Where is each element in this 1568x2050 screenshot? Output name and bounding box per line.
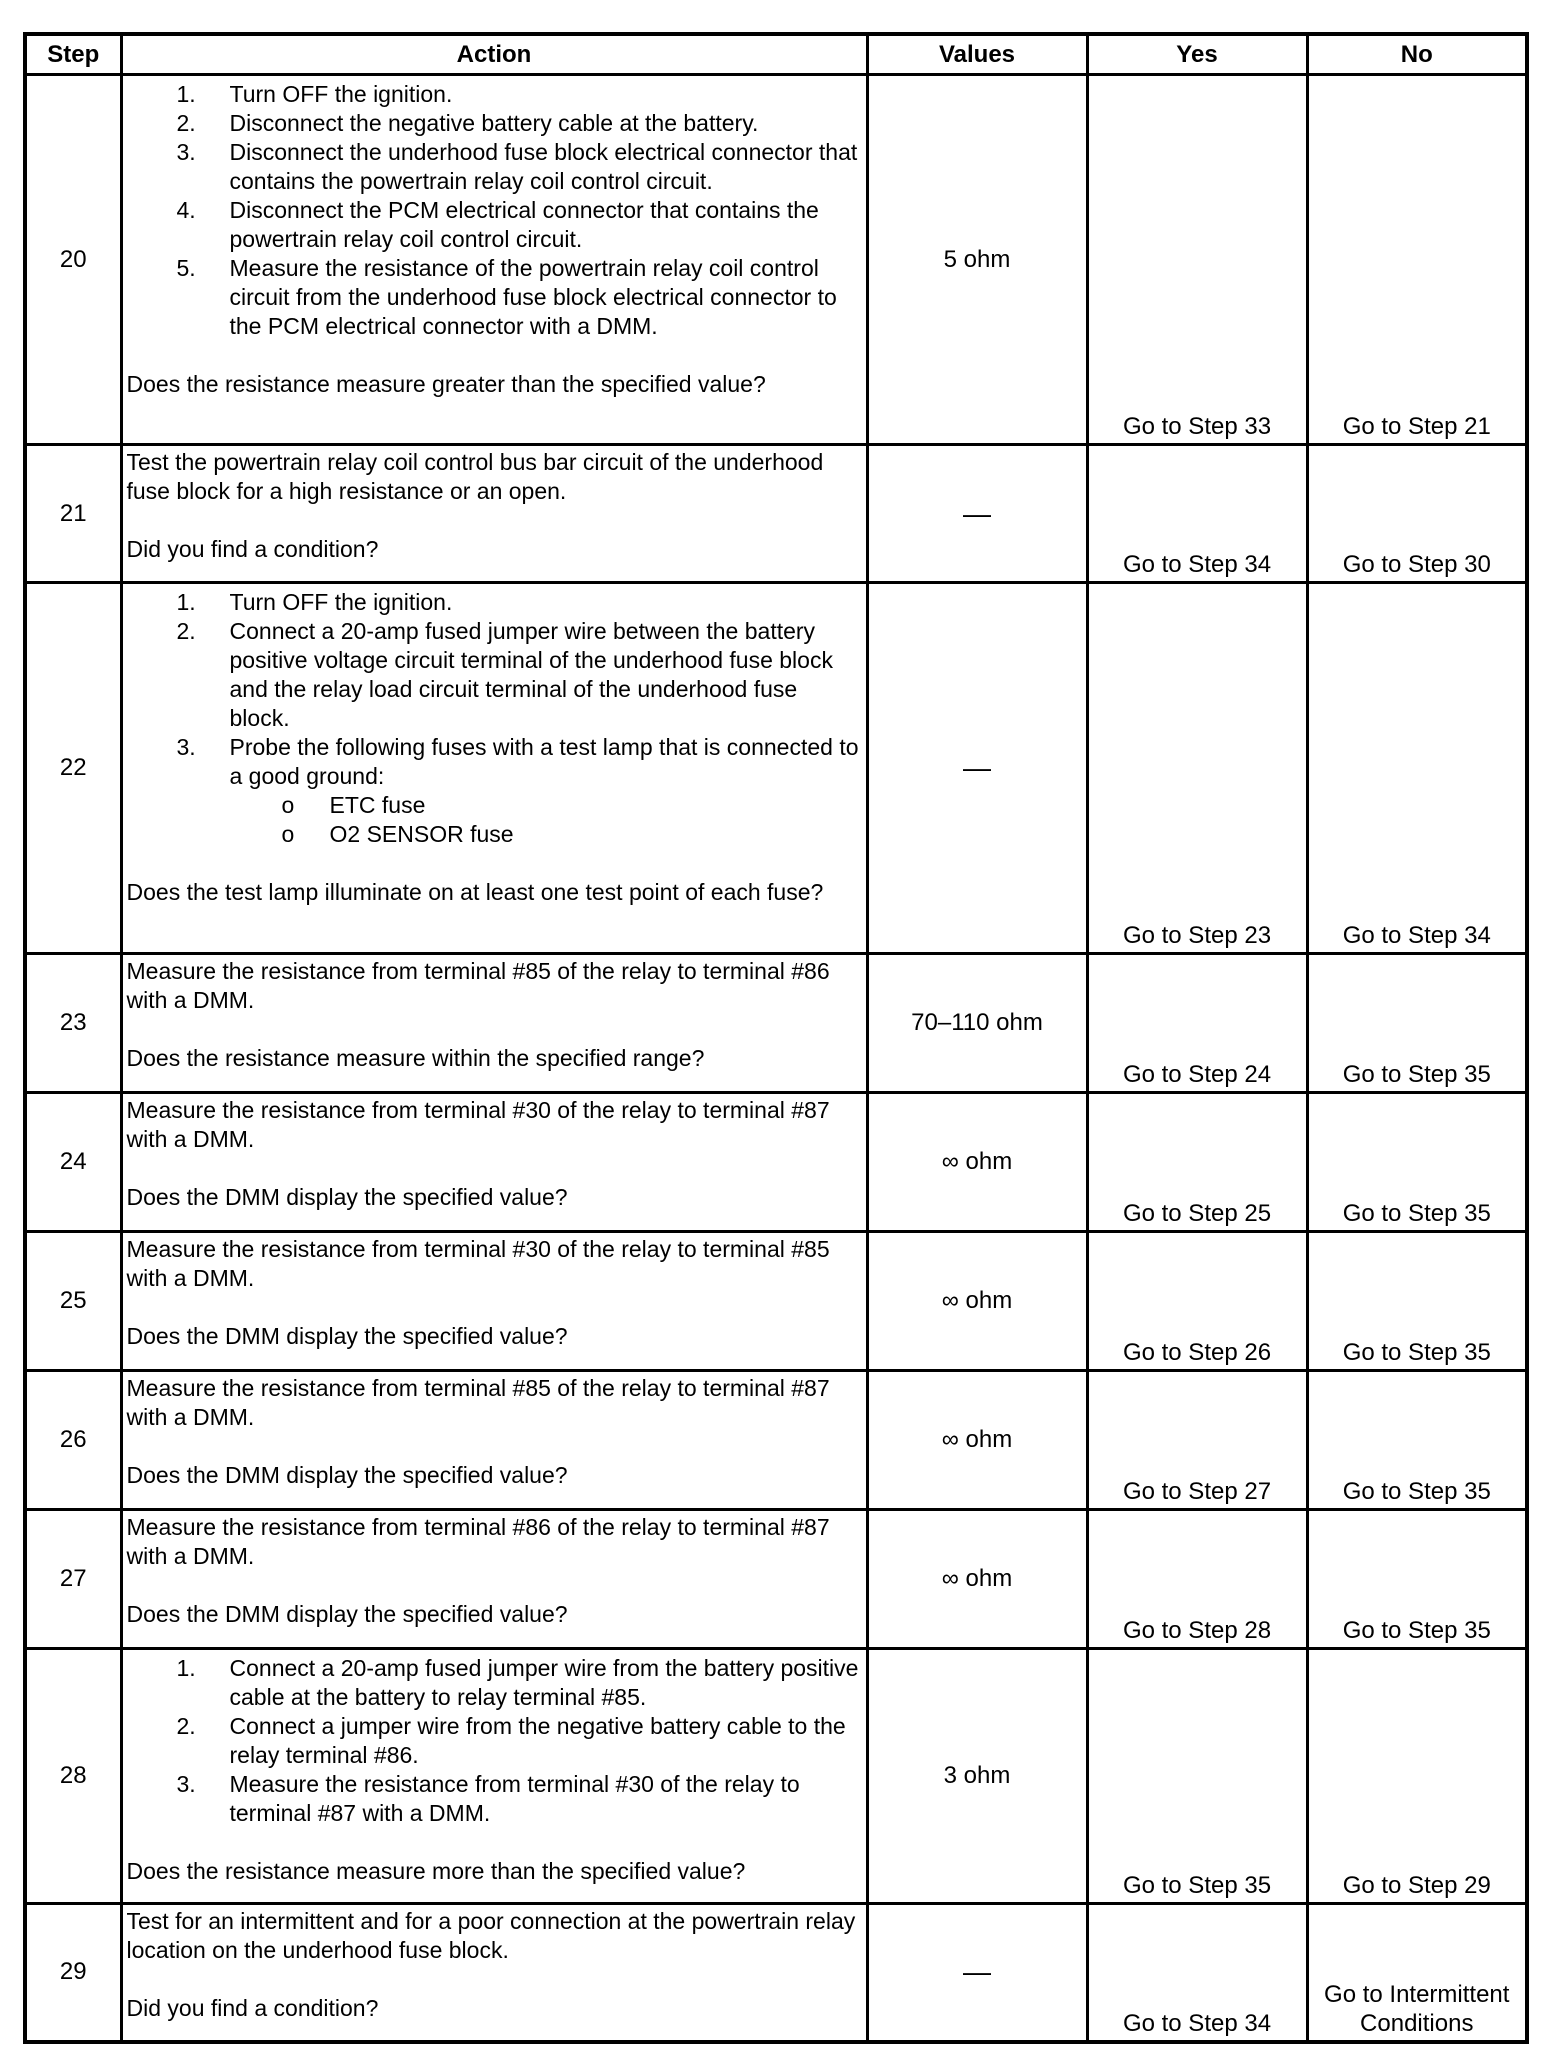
action-steps [127, 588, 862, 849]
spec-value: ∞ ohm [867, 1232, 1087, 1371]
diagnostic-table [23, 32, 1529, 2044]
action-text: Measure the resistance from terminal #85 of the relay to terminal #86 with a DMM. [126, 958, 830, 1013]
yes-result: Go to Step 35 [1087, 1649, 1307, 1904]
action-question: Does the resistance measure within the specified range? [126, 1045, 705, 1071]
step-number: 29 [25, 1904, 121, 2042]
no-result: Go to Step 35 [1307, 1093, 1527, 1232]
action-step: Measure the resistance from terminal #30 of the relay to terminal #87 with a DMM. [229, 1771, 800, 1826]
no-result: Go to Step 29 [1307, 1649, 1527, 1904]
spec-value: 3 ohm [867, 1649, 1087, 1904]
no-result: Go to Step 30 [1307, 445, 1527, 583]
action-step: Measure the resistance of the powertrain relay coil control circuit from the underhood fuse block electrical connector to the PCM electrical connector with a DMM. [229, 255, 837, 339]
step-number: 25 [25, 1232, 121, 1371]
spec-value: ∞ ohm [867, 1093, 1087, 1232]
action-cell [121, 1649, 867, 1904]
yes-result: Go to Step 34 [1087, 445, 1307, 583]
no-result: Go to Step 34 [1307, 583, 1527, 954]
table-row [25, 1371, 1527, 1510]
action-steps [127, 80, 862, 341]
action-step: Connect a 20-amp fused jumper wire between the battery positive voltage circuit terminal of the underhood fuse block and the relay load circuit terminal of the underhood fuse block. [229, 618, 833, 731]
fuse-item: o O2 SENSOR fuse [330, 820, 862, 849]
action-cell [121, 1093, 867, 1232]
action-question: Does the resistance measure more than the specified value? [126, 1858, 746, 1884]
action-text: Test for an intermittent and for a poor connection at the powertrain relay location on the underhood fuse block. [126, 1908, 856, 1963]
no-result: Go to Intermittent Conditions [1307, 1904, 1527, 2042]
action-step: Disconnect the underhood fuse block electrical connector that contains the powertrain relay coil control circuit. [229, 139, 858, 194]
action-step: Connect a jumper wire from the negative battery cable to the relay terminal #86. [229, 1713, 846, 1768]
step-number: 22 [25, 583, 121, 954]
header-step: Step [25, 34, 121, 75]
no-result: Go to Step 21 [1307, 75, 1527, 445]
action-question: Did you find a condition? [126, 1995, 379, 2021]
action-cell [121, 445, 867, 583]
step-number: 23 [25, 954, 121, 1093]
step-number: 28 [25, 1649, 121, 1904]
action-cell [121, 1904, 867, 2042]
step-number: 27 [25, 1510, 121, 1649]
yes-result: Go to Step 26 [1087, 1232, 1307, 1371]
action-cell [121, 954, 867, 1093]
yes-result: Go to Step 34 [1087, 1904, 1307, 2042]
no-result: Go to Step 35 [1307, 1510, 1527, 1649]
header-action: Action [121, 34, 867, 75]
table-row [25, 1904, 1527, 2042]
header-yes: Yes [1087, 34, 1307, 75]
action-text: Measure the resistance from terminal #30 of the relay to terminal #87 with a DMM. [126, 1097, 830, 1152]
header-values: Values [867, 34, 1087, 75]
action-cell [121, 1232, 867, 1371]
action-step: Connect a 20-amp fused jumper wire from the battery positive cable at the battery to relay terminal #85. [229, 1655, 859, 1710]
action-text: Measure the resistance from terminal #85 of the relay to terminal #87 with a DMM. [126, 1375, 830, 1430]
no-result: Go to Step 35 [1307, 1232, 1527, 1371]
action-question: Did you find a condition? [126, 536, 379, 562]
action-text: Measure the resistance from terminal #86 of the relay to terminal #87 with a DMM. [126, 1514, 830, 1569]
action-cell [121, 1371, 867, 1510]
action-question: Does the DMM display the specified value? [126, 1601, 568, 1627]
action-question: Does the DMM display the specified value? [126, 1184, 568, 1210]
action-step-text: Probe the following fuses with a test lamp that is connected to a good ground: [229, 734, 859, 789]
action-step: Disconnect the PCM electrical connector that contains the powertrain relay coil control circuit. [229, 197, 819, 252]
header-row [25, 34, 1527, 75]
action-step: Turn OFF the ignition. [229, 81, 453, 107]
header-no: No [1307, 34, 1527, 75]
yes-result: Go to Step 27 [1087, 1371, 1307, 1510]
action-step [230, 733, 862, 849]
table-row [25, 1649, 1527, 1904]
spec-value: ∞ ohm [867, 1510, 1087, 1649]
action-question: Does the DMM display the specified value? [126, 1323, 568, 1349]
table-row [25, 1510, 1527, 1649]
spec-value: ∞ ohm [867, 1371, 1087, 1510]
fuse-list [230, 791, 862, 849]
action-question: Does the resistance measure greater than the specified value? [126, 371, 766, 397]
no-result: Go to Step 35 [1307, 954, 1527, 1093]
action-step: Disconnect the negative battery cable at the battery. [229, 110, 759, 136]
action-question: Does the test lamp illuminate on at least one test point of each fuse? [126, 879, 824, 905]
action-text: Measure the resistance from terminal #30 of the relay to terminal #85 with a DMM. [126, 1236, 830, 1291]
table-row [25, 954, 1527, 1093]
step-number: 20 [25, 75, 121, 445]
yes-result: Go to Step 25 [1087, 1093, 1307, 1232]
action-text: Test the powertrain relay coil control bus bar circuit of the underhood fuse block for a high resistance or an open. [126, 449, 824, 504]
yes-result: Go to Step 23 [1087, 583, 1307, 954]
step-number: 21 [25, 445, 121, 583]
yes-result: Go to Step 28 [1087, 1510, 1307, 1649]
action-step: Turn OFF the ignition. [229, 589, 453, 615]
spec-value: 70–110 ohm [867, 954, 1087, 1093]
no-result: Go to Step 35 [1307, 1371, 1527, 1510]
step-number: 26 [25, 1371, 121, 1510]
action-question: Does the DMM display the specified value? [126, 1462, 568, 1488]
spec-value: — [867, 1904, 1087, 2042]
table-row [25, 583, 1527, 954]
table-row [25, 1093, 1527, 1232]
yes-result: Go to Step 24 [1087, 954, 1307, 1093]
spec-value: — [867, 583, 1087, 954]
action-steps [127, 1654, 862, 1828]
fuse-item: o ETC fuse [330, 791, 862, 820]
table-row [25, 75, 1527, 445]
action-cell [121, 1510, 867, 1649]
spec-value: 5 ohm [867, 75, 1087, 445]
spec-value: — [867, 445, 1087, 583]
step-number: 24 [25, 1093, 121, 1232]
table-row [25, 1232, 1527, 1371]
yes-result: Go to Step 33 [1087, 75, 1307, 445]
table-row [25, 445, 1527, 583]
action-cell [121, 583, 867, 954]
action-cell [121, 75, 867, 445]
